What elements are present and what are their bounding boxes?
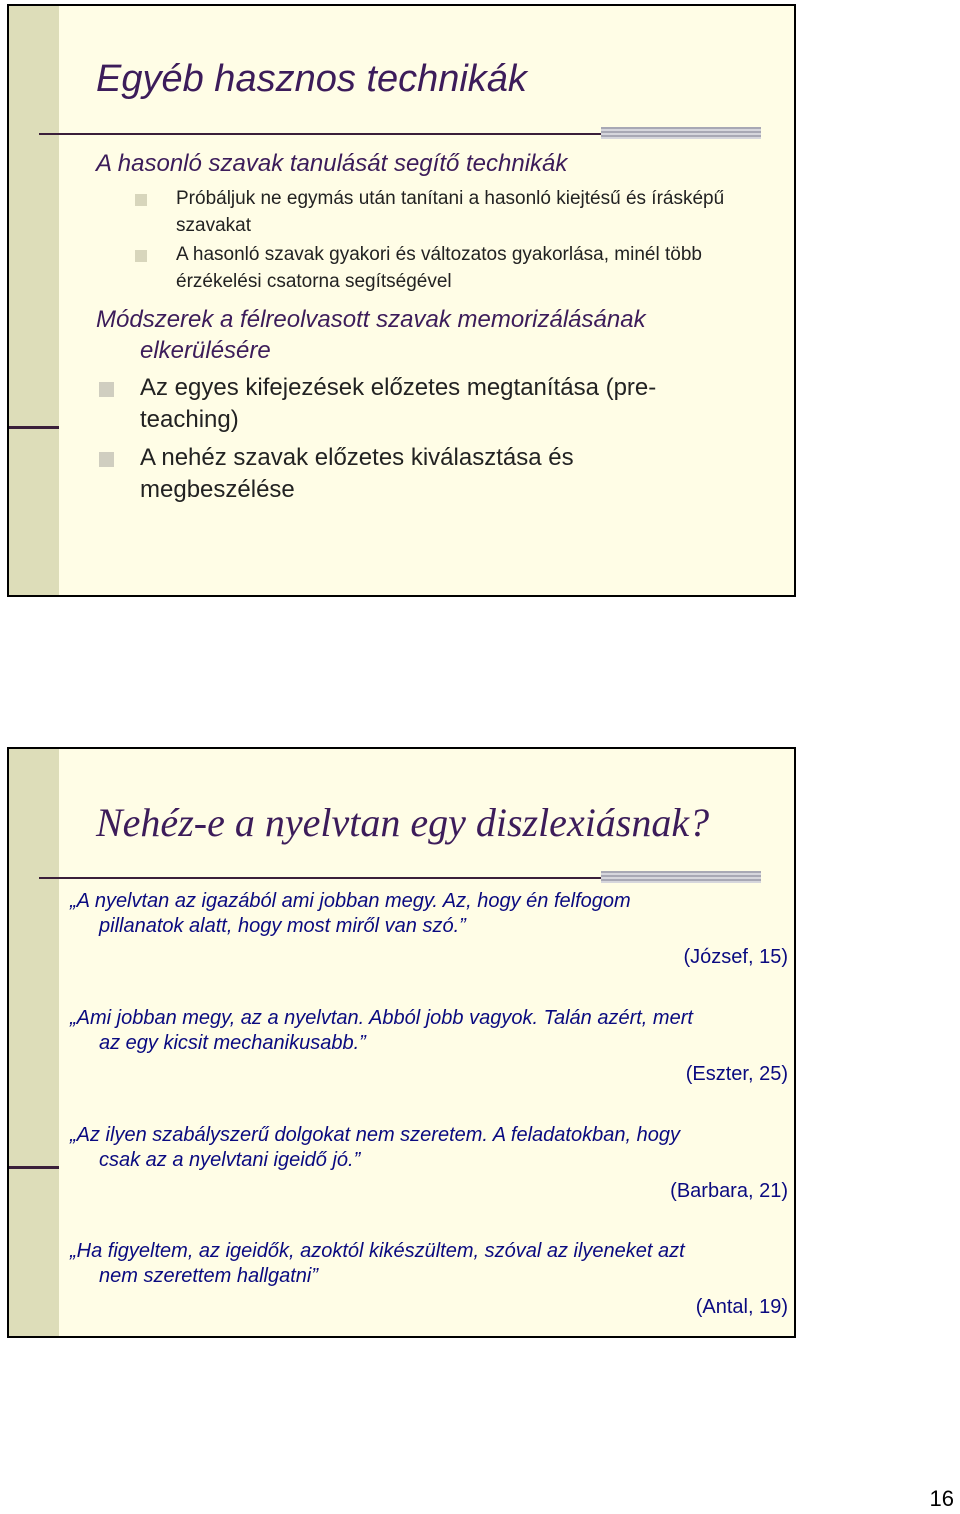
quote-attribution: (Eszter, 25) <box>685 1063 788 1085</box>
quote-attribution: (Antal, 19) <box>695 1296 788 1318</box>
list-item: Az egyes kifejezések előzetes megtanítása (pre-teaching) <box>140 374 657 433</box>
title-rule-bar <box>601 127 761 139</box>
slide-side-band <box>9 6 59 595</box>
list-item: A nehéz szavak előzetes kiválasztása és megbeszélése <box>140 444 574 503</box>
slide-side-band <box>9 749 59 1336</box>
section-heading-similar-words: A hasonló szavak tanulását segítő technikák <box>96 150 568 177</box>
slide-1 <box>7 4 796 597</box>
quote-attribution: (József, 15) <box>683 946 788 968</box>
bullet-square-icon <box>135 194 147 206</box>
quote-text: „Ha figyeltem, az igeidők, azoktól kikészültem, szóval az ilyeneket azt nem szerettem hallgatni” <box>70 1240 685 1287</box>
slide-2-title: Nehéz-e a nyelvtan egy diszlexiásnak? <box>96 800 710 845</box>
quote-text: „Az ilyen szabályszerű dolgokat nem szeretem. A feladatokban, hogy csak az a nyelvtani igeidő jó.” <box>70 1124 680 1171</box>
section-heading-misread-words: Módszerek a félreolvasott szavak memorizálásának elkerülésére <box>96 306 646 364</box>
bullet-square-icon <box>99 452 114 467</box>
title-rule-bar <box>601 871 761 883</box>
page-number: 16 <box>929 1486 954 1511</box>
bullet-square-icon <box>99 382 114 397</box>
bullet-square-icon <box>135 250 147 262</box>
slide-2 <box>7 747 796 1338</box>
quote-text: „A nyelvtan az igazából ami jobban megy. Az, hogy én felfogom pillanatok alatt, hogy most miről van szó.” <box>70 890 631 937</box>
slide-side-tick <box>9 1166 59 1169</box>
slide-1-title: Egyéb hasznos technikák <box>96 58 527 100</box>
list-item: Próbáljuk ne egymás után tanítani a hasonló kiejtésű és írásképű szavakat <box>176 188 725 236</box>
quote-attribution: (Barbara, 21) <box>670 1180 788 1202</box>
list-item: A hasonló szavak gyakori és változatos gyakorlása, minél több érzékelési csatorna segítségével <box>176 244 702 292</box>
slide-side-tick <box>9 426 59 429</box>
quote-text: „Ami jobban megy, az a nyelvtan. Abból jobb vagyok. Talán azért, mert az egy kicsit mechanikusabb.” <box>70 1007 693 1054</box>
